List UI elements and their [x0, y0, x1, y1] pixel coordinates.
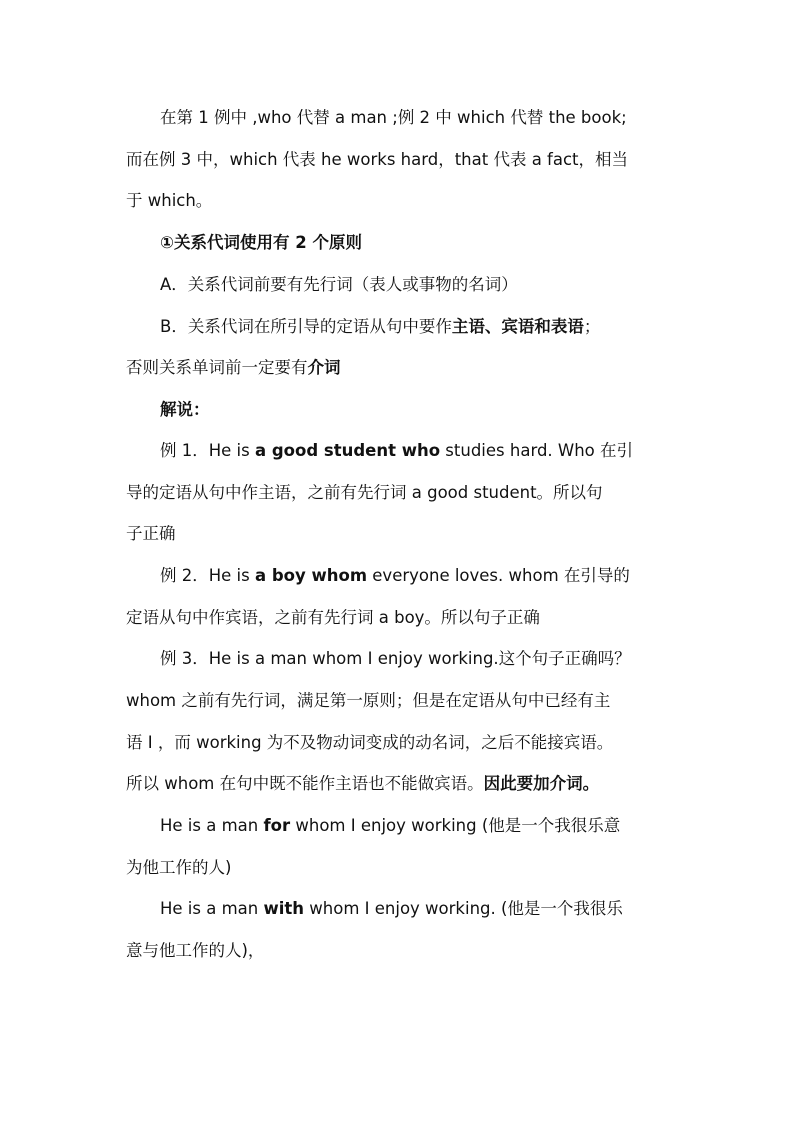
text-run: 例 1．He is [160, 441, 255, 460]
text-run: 例 3．He is a man whom I enjoy working.这个句子正确吗？ [160, 649, 631, 668]
bold-text: 主语、宾语和表语 [451, 317, 584, 336]
example-2 [160, 565, 690, 587]
example-1-line [126, 523, 686, 545]
text-run: ； [583, 317, 601, 336]
bold-text: 解说： [160, 400, 210, 419]
text-run: A．关系代词前要有先行词（表人或事物的名词） [160, 275, 518, 294]
example-1 [160, 440, 690, 462]
sample-sentence-for [160, 815, 690, 837]
sample-sentence-with [160, 898, 690, 920]
bold-text: 介词 [307, 358, 341, 377]
bold-text: a good student who [254, 441, 441, 460]
bold-text: with [263, 899, 305, 918]
rule-b [160, 316, 690, 338]
sample-sentence-for-line [126, 857, 686, 879]
bold-text: a boy whom [254, 566, 368, 585]
bold-text: 因此要加介词。 [483, 774, 600, 793]
paragraph-line [126, 190, 686, 212]
text-run: 子正确 [126, 524, 176, 543]
text-run: 于 which。 [126, 191, 213, 210]
example-3 [160, 648, 690, 670]
sample-sentence-with-line [126, 940, 686, 962]
section-heading [160, 232, 690, 254]
text-run: whom 之前有先行词，满足第一原则；但是在定语从句中已经有主 [126, 691, 611, 710]
text-run: everyone loves. whom 在引导的 [367, 566, 630, 585]
example-3-line [126, 773, 686, 795]
bold-text: ①关系代词使用有 2 个原则 [160, 233, 362, 252]
bold-text: for [263, 816, 291, 835]
text-run: He is a man [160, 816, 264, 835]
text-run: 语 I ，而 working 为不及物动词变成的动名词，之后不能接宾语。 [126, 733, 614, 752]
text-run: studies hard. Who 在引 [440, 441, 634, 460]
text-run: 所以 whom 在句中既不能作主语也不能做宾语。 [126, 774, 484, 793]
rule-a [160, 274, 690, 296]
paragraph-line [160, 107, 690, 129]
text-run: 而在例 3 中，which 代表 he works hard，that 代表 a fact，相当 [126, 150, 629, 169]
example-1-line [126, 482, 686, 504]
text-run: 定语从句中作宾语，之前有先行词 a boy。所以句子正确 [126, 608, 540, 627]
text-run: 例 2．He is [160, 566, 255, 585]
text-run: 否则关系单词前一定要有 [126, 358, 308, 377]
text-run: 导的定语从句中作主语，之前有先行词 a good student。所以句 [126, 483, 603, 502]
explanation-heading [160, 399, 690, 421]
example-2-line [126, 607, 686, 629]
text-run: whom I enjoy working (他是一个我很乐意 [290, 816, 621, 835]
example-3-line [126, 732, 686, 754]
text-run: whom I enjoy working. (他是一个我很乐 [304, 899, 623, 918]
text-run: 为他工作的人) [126, 858, 232, 877]
example-3-line [126, 690, 686, 712]
text-run: B．关系代词在所引导的定语从句中要作 [160, 317, 452, 336]
text-run: He is a man [160, 899, 264, 918]
rule-b-continued [126, 357, 686, 379]
paragraph-line [126, 149, 686, 171]
text-run: 意与他工作的人)， [126, 941, 265, 960]
text-run: 在第 1 例中 ,who 代替 a man ;例 2 中 which 代替 the book; [160, 108, 627, 127]
